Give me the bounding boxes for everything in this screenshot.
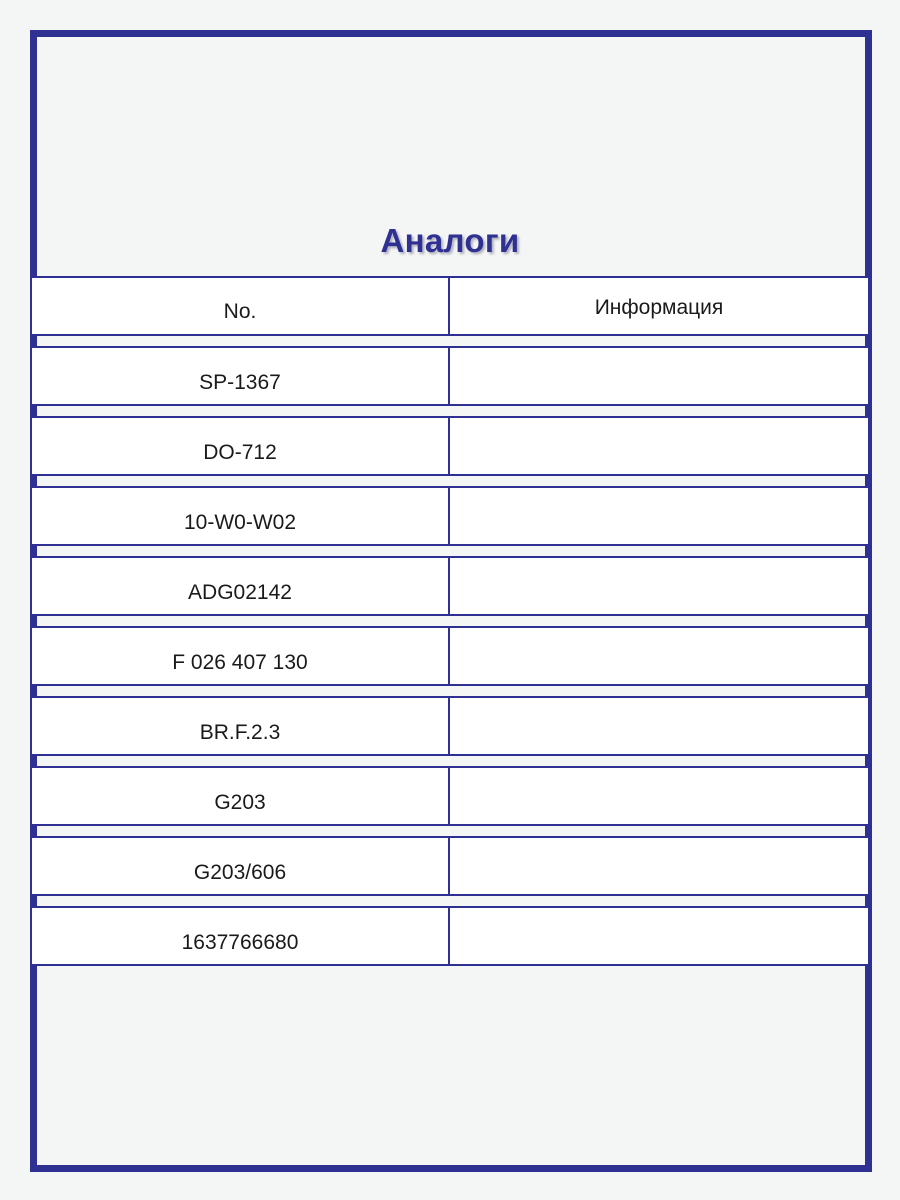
table-row <box>30 346 870 406</box>
table-row <box>30 836 870 896</box>
cell-no: 1637766680 <box>30 906 450 966</box>
cell-no: 10-W0-W02 <box>30 486 450 546</box>
cell-info <box>450 906 870 966</box>
header-no: No. <box>30 276 450 336</box>
table-row <box>30 416 870 476</box>
cell-info <box>450 486 870 546</box>
cell-info <box>450 556 870 616</box>
table-row <box>30 626 870 686</box>
cell-no: G203/606 <box>30 836 450 896</box>
table-row <box>30 486 870 546</box>
page-title: Аналоги <box>380 222 520 259</box>
cell-no: ADG02142 <box>30 556 450 616</box>
cell-no: G203 <box>30 766 450 826</box>
cell-info <box>450 626 870 686</box>
cell-info <box>450 346 870 406</box>
cell-info <box>450 836 870 896</box>
cell-info <box>450 766 870 826</box>
header-info: Информация <box>450 276 870 336</box>
table-row <box>30 556 870 616</box>
cell-info <box>450 416 870 476</box>
table-row <box>30 696 870 756</box>
cell-info <box>450 696 870 756</box>
table-row <box>30 906 870 966</box>
cell-no: SP-1367 <box>30 346 450 406</box>
cell-no: BR.F.2.3 <box>30 696 450 756</box>
cell-no: DO-712 <box>30 416 450 476</box>
cell-no: F 026 407 130 <box>30 626 450 686</box>
table-row <box>30 766 870 826</box>
table-header-row <box>30 276 870 336</box>
